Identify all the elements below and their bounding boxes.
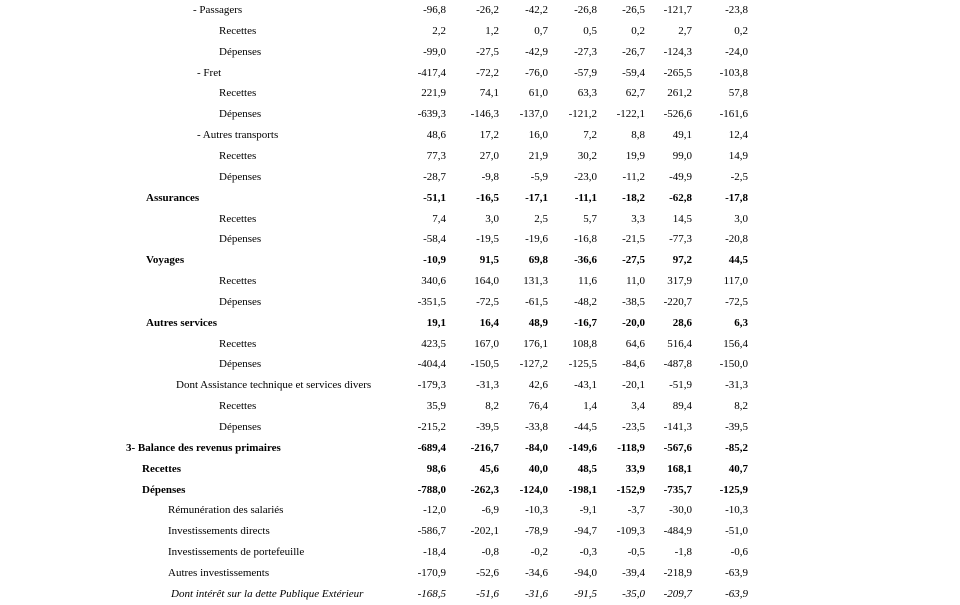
- cell-value: 35,9: [426, 400, 446, 413]
- cell-value: 3,3: [631, 212, 645, 225]
- table-row: [0, 271, 960, 292]
- row-label: Rémunération des salariés: [168, 504, 284, 517]
- cell-value: -216,7: [470, 441, 499, 454]
- cell-value: -85,2: [725, 441, 748, 454]
- row-label: Investissements directs: [168, 525, 270, 538]
- cell-value: -202,1: [470, 525, 499, 538]
- table-row: [0, 500, 960, 521]
- cell-value: 16,4: [479, 316, 499, 329]
- cell-value: 168,1: [667, 462, 692, 475]
- row-label: Voyages: [146, 254, 185, 267]
- cell-value: -526,6: [663, 108, 692, 121]
- cell-value: 0,7: [534, 24, 548, 37]
- row-label: Recettes: [219, 87, 257, 100]
- cell-value: 45,6: [479, 462, 499, 475]
- cell-value: 48,9: [528, 316, 548, 329]
- cell-value: -39,5: [725, 421, 748, 433]
- cell-value: -17,8: [725, 191, 748, 204]
- cell-value: 11,0: [626, 275, 645, 288]
- cell-value: 8,2: [485, 400, 499, 413]
- cell-value: -17,1: [525, 191, 548, 204]
- cell-value: -11,1: [574, 191, 597, 204]
- cell-value: 48,6: [426, 129, 446, 142]
- cell-value: -42,9: [525, 45, 548, 58]
- cell-value: -24,0: [725, 45, 748, 58]
- cell-value: -63,9: [725, 587, 748, 600]
- cell-value: -49,9: [669, 170, 692, 183]
- cell-value: 423,5: [421, 337, 446, 350]
- row-label: - Autres transports: [197, 129, 279, 142]
- table-row: [0, 0, 960, 21]
- row-label: Dépenses: [219, 358, 262, 371]
- cell-value: 131,3: [523, 275, 548, 288]
- row-label: Autres investissements: [168, 566, 270, 579]
- cell-value: -179,3: [417, 379, 446, 392]
- cell-value: -220,7: [663, 295, 692, 308]
- cell-value: 11,6: [578, 275, 597, 288]
- cell-value: 167,0: [474, 337, 499, 350]
- row-label: Recettes: [219, 275, 257, 288]
- cell-value: -125,5: [568, 358, 597, 371]
- row-label: Recettes: [219, 212, 257, 225]
- cell-value: -150,0: [719, 358, 748, 371]
- cell-value: 89,4: [672, 400, 692, 413]
- cell-value: -735,7: [663, 483, 692, 496]
- cell-value: -121,2: [568, 108, 597, 121]
- cell-value: 317,9: [667, 275, 692, 288]
- cell-value: 108,8: [572, 337, 597, 350]
- table-row: [0, 480, 960, 501]
- cell-value: -30,0: [669, 504, 692, 517]
- cell-value: -404,4: [417, 358, 446, 371]
- cell-value: 261,2: [667, 87, 692, 100]
- cell-value: -27,3: [574, 45, 597, 58]
- cell-value: -124,3: [663, 45, 692, 58]
- cell-value: 2,5: [534, 212, 548, 225]
- cell-value: 40,0: [528, 462, 548, 475]
- cell-value: -26,7: [622, 45, 645, 58]
- table-row: [0, 125, 960, 146]
- cell-value: -20,1: [622, 379, 645, 392]
- cell-value: -10,9: [423, 254, 446, 267]
- cell-value: 3,0: [734, 212, 748, 225]
- cell-value: -51,9: [669, 379, 692, 392]
- row-label: Dont Assistance technique et services divers: [176, 379, 372, 392]
- cell-value: -0,2: [530, 546, 548, 559]
- cell-value: 40,7: [728, 462, 748, 475]
- cell-value: 3,4: [631, 400, 645, 413]
- table-row: [0, 438, 960, 459]
- cell-value: 0,5: [583, 24, 597, 37]
- cell-value: 0,2: [631, 24, 645, 37]
- cell-value: 33,9: [625, 462, 645, 475]
- table-row: [0, 250, 960, 271]
- cell-value: -19,6: [525, 233, 548, 246]
- cell-value: 27,0: [479, 149, 499, 162]
- cell-value: -586,7: [417, 525, 446, 538]
- cell-value: -265,5: [663, 66, 692, 79]
- cell-value: -39,4: [622, 566, 645, 579]
- cell-value: -51,0: [725, 525, 748, 538]
- table-row: [0, 292, 960, 313]
- cell-value: -484,9: [663, 525, 692, 538]
- cell-value: -10,3: [725, 504, 748, 517]
- cell-value: -31,6: [525, 587, 548, 600]
- row-label: Recettes: [219, 400, 257, 413]
- cell-value: 516,4: [667, 337, 692, 350]
- cell-value: -96,8: [423, 4, 446, 16]
- cell-value: 61,0: [528, 87, 548, 100]
- cell-value: -26,5: [622, 4, 645, 16]
- cell-value: 12,4: [728, 129, 748, 142]
- cell-value: 164,0: [474, 275, 499, 288]
- row-label: Recettes: [219, 337, 257, 350]
- cell-value: 7,2: [583, 129, 597, 142]
- cell-value: -44,5: [574, 421, 597, 433]
- row-label: Recettes: [219, 24, 257, 37]
- cell-value: -27,5: [622, 254, 645, 267]
- row-label: 3- Balance des revenus primaires: [126, 441, 281, 454]
- cell-value: -18,2: [622, 191, 645, 204]
- cell-value: 19,1: [426, 316, 446, 329]
- cell-value: 8,2: [734, 400, 748, 413]
- cell-value: -161,6: [719, 108, 748, 121]
- cell-value: -39,5: [476, 421, 499, 433]
- cell-value: -72,5: [725, 295, 748, 308]
- cell-value: -84,0: [525, 441, 548, 454]
- cell-value: 21,9: [528, 149, 548, 162]
- table-row: [0, 209, 960, 230]
- cell-value: -1,8: [674, 546, 692, 559]
- cell-value: -34,6: [525, 566, 548, 579]
- cell-value: 221,9: [421, 87, 446, 100]
- cell-value: -788,0: [417, 483, 446, 496]
- cell-value: -94,0: [574, 566, 597, 579]
- cell-value: -58,4: [423, 233, 446, 246]
- cell-value: -2,5: [730, 170, 748, 183]
- cell-value: -168,5: [417, 587, 446, 600]
- cell-value: 28,6: [672, 316, 692, 329]
- cell-value: -127,2: [519, 358, 548, 371]
- cell-value: 69,8: [528, 254, 548, 267]
- row-label: Recettes: [219, 149, 257, 162]
- cell-value: -209,7: [663, 587, 692, 600]
- cell-value: -150,5: [470, 358, 499, 371]
- cell-value: -16,7: [574, 316, 597, 329]
- cell-value: -31,3: [476, 379, 499, 392]
- cell-value: -48,2: [574, 295, 597, 308]
- cell-value: 63,3: [577, 87, 597, 100]
- row-label: Assurances: [146, 191, 200, 204]
- cell-value: -19,5: [476, 233, 499, 246]
- cell-value: 6,3: [734, 316, 748, 329]
- cell-value: -35,0: [622, 587, 645, 600]
- table-row: [0, 188, 960, 209]
- cell-value: -76,0: [525, 66, 548, 79]
- row-label: Dépenses: [219, 45, 262, 58]
- cell-value: -43,1: [574, 379, 597, 392]
- cell-value: -170,9: [417, 566, 446, 579]
- table-row: [0, 167, 960, 188]
- table-row: [0, 229, 960, 250]
- cell-value: -124,0: [519, 483, 548, 496]
- cell-value: -31,3: [725, 379, 748, 392]
- cell-value: -62,8: [669, 191, 692, 204]
- cell-value: -0,3: [579, 546, 597, 559]
- row-label: Recettes: [142, 462, 182, 475]
- cell-value: -146,3: [470, 108, 499, 121]
- cell-value: -26,2: [476, 4, 499, 16]
- row-label: Dépenses: [219, 108, 262, 121]
- cell-value: -59,4: [622, 66, 645, 79]
- row-label: Dépenses: [219, 295, 262, 308]
- table-row: [0, 63, 960, 84]
- cell-value: -3,7: [627, 504, 645, 517]
- cell-value: -487,8: [663, 358, 692, 371]
- cell-value: -11,2: [622, 170, 645, 183]
- cell-value: 98,6: [426, 462, 446, 475]
- row-label: Dont intérêt sur la dette Publique Extérieur: [171, 587, 364, 600]
- cell-value: -122,1: [616, 108, 645, 121]
- row-label: Dépenses: [219, 170, 262, 183]
- row-label: Investissements de portefeuille: [168, 546, 305, 559]
- cell-value: -42,2: [525, 4, 548, 16]
- table-row: [0, 396, 960, 417]
- cell-value: -0,5: [627, 546, 645, 559]
- cell-value: 156,4: [723, 337, 748, 350]
- cell-value: -18,4: [423, 546, 446, 559]
- cell-value: 42,6: [528, 379, 548, 392]
- cell-value: 64,6: [625, 337, 645, 350]
- cell-value: 19,9: [625, 149, 645, 162]
- cell-value: -84,6: [622, 358, 645, 371]
- table-row: [0, 21, 960, 42]
- table-row: [0, 354, 960, 375]
- cell-value: -6,9: [481, 504, 499, 517]
- table-row: [0, 83, 960, 104]
- cell-value: -94,7: [574, 525, 597, 538]
- cell-value: -121,7: [663, 4, 692, 16]
- table-row: [0, 313, 960, 334]
- cell-value: -28,7: [423, 170, 446, 183]
- cell-value: -63,9: [725, 566, 748, 579]
- cell-value: 48,5: [577, 462, 597, 475]
- cell-value: -21,5: [622, 233, 645, 246]
- cell-value: -152,9: [616, 483, 645, 496]
- cell-value: 76,4: [528, 400, 548, 413]
- cell-value: -23,0: [574, 170, 597, 183]
- row-label: Dépenses: [142, 483, 186, 496]
- cell-value: -262,3: [470, 483, 499, 496]
- cell-value: 5,7: [583, 212, 597, 225]
- cell-value: -16,8: [574, 233, 597, 246]
- cell-value: -9,1: [579, 504, 597, 517]
- cell-value: -91,5: [574, 587, 597, 600]
- cell-value: -417,4: [417, 66, 446, 79]
- cell-value: -57,9: [574, 66, 597, 79]
- cell-value: 340,6: [421, 275, 446, 288]
- cell-value: -51,6: [476, 587, 499, 600]
- row-label: Autres services: [146, 316, 217, 329]
- cell-value: -72,2: [476, 66, 499, 79]
- cell-value: -77,3: [669, 233, 692, 246]
- cell-value: -78,9: [525, 525, 548, 538]
- cell-value: -149,6: [568, 441, 597, 454]
- table-row: [0, 334, 960, 355]
- table-row: [0, 146, 960, 167]
- cell-value: -61,5: [525, 295, 548, 308]
- cell-value: -20,8: [725, 233, 748, 246]
- cell-value: 17,2: [479, 129, 499, 142]
- cell-value: 16,0: [528, 129, 548, 142]
- cell-value: -20,0: [622, 316, 645, 329]
- cell-value: -567,6: [663, 441, 692, 454]
- table-row: [0, 584, 960, 605]
- row-label: Dépenses: [219, 421, 262, 433]
- cell-value: 97,2: [672, 254, 692, 267]
- cell-value: -689,4: [417, 441, 446, 454]
- table-row: [0, 542, 960, 563]
- cell-value: 176,1: [523, 337, 548, 350]
- cell-value: 2,2: [432, 24, 446, 37]
- cell-value: -0,6: [730, 546, 748, 559]
- cell-value: -26,8: [574, 4, 597, 16]
- cell-value: 57,8: [728, 87, 748, 100]
- cell-value: 44,5: [728, 254, 748, 267]
- cell-value: 30,2: [577, 149, 597, 162]
- table-row: [0, 459, 960, 480]
- cell-value: -33,8: [525, 421, 548, 433]
- cell-value: -23,8: [725, 4, 748, 16]
- cell-value: 74,1: [479, 87, 499, 100]
- cell-value: 1,2: [485, 24, 499, 37]
- cell-value: -218,9: [663, 566, 692, 579]
- cell-value: 49,1: [672, 129, 692, 142]
- cell-value: 62,7: [625, 87, 645, 100]
- cell-value: -27,5: [476, 45, 499, 58]
- table-row: [0, 417, 960, 438]
- cell-value: -118,9: [617, 441, 645, 454]
- cell-value: -38,5: [622, 295, 645, 308]
- row-label: - Passagers: [193, 4, 243, 16]
- cell-value: -10,3: [525, 504, 548, 517]
- cell-value: 3,0: [485, 212, 499, 225]
- cell-value: 14,9: [728, 149, 748, 162]
- cell-value: -0,8: [481, 546, 499, 559]
- cell-value: -109,3: [616, 525, 645, 538]
- cell-value: -198,1: [568, 483, 597, 496]
- cell-value: 91,5: [479, 254, 499, 267]
- cell-value: -141,3: [663, 421, 692, 433]
- row-label: - Fret: [197, 66, 222, 79]
- table-row: [0, 42, 960, 63]
- table-row: [0, 563, 960, 584]
- cell-value: -639,3: [417, 108, 446, 121]
- cell-value: 2,7: [678, 24, 692, 37]
- table-row: [0, 521, 960, 542]
- cell-value: -137,0: [519, 108, 548, 121]
- cell-value: -12,0: [423, 504, 446, 517]
- cell-value: -5,9: [530, 170, 548, 183]
- cell-value: -9,8: [481, 170, 499, 183]
- cell-value: 117,0: [723, 275, 748, 288]
- cell-value: 0,2: [734, 24, 748, 37]
- cell-value: -351,5: [417, 295, 446, 308]
- cell-value: -99,0: [423, 45, 446, 58]
- table-row: [0, 375, 960, 396]
- table-row: [0, 104, 960, 125]
- cell-value: -72,5: [476, 295, 499, 308]
- cell-value: 99,0: [672, 149, 692, 162]
- cell-value: -23,5: [622, 421, 645, 433]
- cell-value: -103,8: [719, 66, 748, 79]
- cell-value: 8,8: [631, 129, 645, 142]
- cell-value: 7,4: [432, 212, 446, 225]
- row-label: Dépenses: [219, 233, 262, 246]
- cell-value: 77,3: [426, 149, 446, 162]
- cell-value: 14,5: [672, 212, 692, 225]
- cell-value: 1,4: [583, 400, 597, 413]
- cell-value: -52,6: [476, 566, 499, 579]
- cell-value: -36,6: [574, 254, 597, 267]
- cell-value: -215,2: [417, 421, 446, 433]
- cell-value: -125,9: [719, 483, 748, 496]
- cell-value: -16,5: [476, 191, 499, 204]
- cell-value: -51,1: [423, 191, 446, 204]
